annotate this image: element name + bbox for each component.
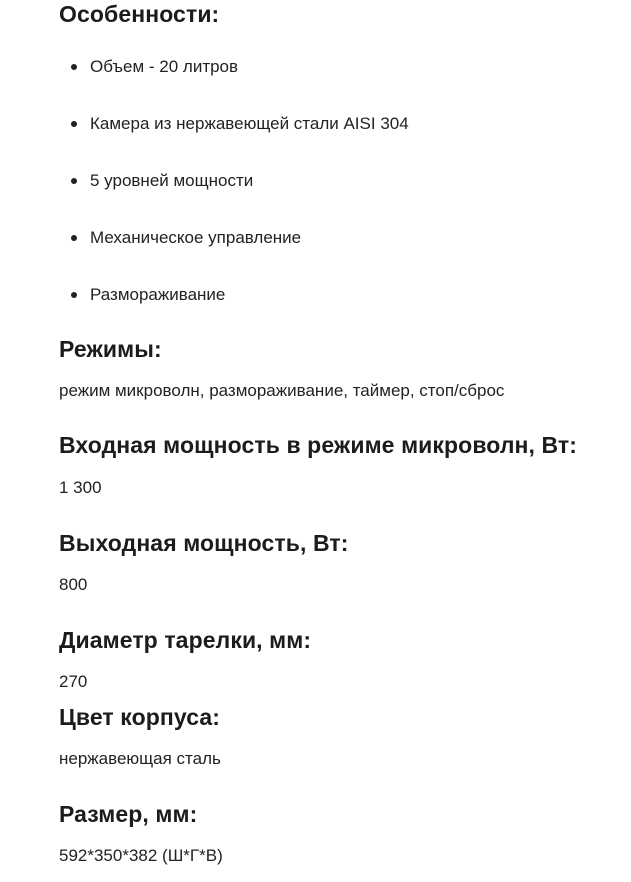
size-heading: Размер, мм: [59,801,198,827]
feature-text: Объем - 20 литров [90,57,239,76]
plate-diameter-heading: Диаметр тарелки, мм: [59,627,312,653]
bullet-icon [71,292,77,298]
size-value: 592*350*382 (Ш*Г*В) [59,846,223,865]
feature-item [59,50,409,107]
body-color-value: нержавеющая сталь [59,749,221,768]
output-power-value: 800 [59,575,88,594]
input-power-heading: Входная мощность в режиме микроволн, Вт: [59,432,578,458]
feature-text: Камера из нержавеющей стали AISI 304 [90,114,409,133]
features-heading: Особенности: [59,1,220,27]
feature-item [59,107,409,164]
bullet-icon [71,64,77,70]
feature-item [59,164,409,221]
bullet-icon [71,121,77,127]
feature-text: 5 уровней мощности [90,171,254,190]
feature-item [59,278,409,335]
feature-item [59,221,409,278]
modes-value: режим микроволн, размораживание, таймер, стоп/сброс [59,381,505,400]
features-list [59,50,409,335]
bullet-icon [71,178,77,184]
input-power-value: 1 300 [59,478,102,497]
bullet-icon [71,235,77,241]
plate-diameter-value: 270 [59,672,88,691]
output-power-heading: Выходная мощность, Вт: [59,530,349,556]
body-color-heading: Цвет корпуса: [59,704,221,730]
feature-text: Размораживание [90,285,226,304]
feature-text: Механическое управление [90,228,302,247]
modes-heading: Режимы: [59,336,162,362]
